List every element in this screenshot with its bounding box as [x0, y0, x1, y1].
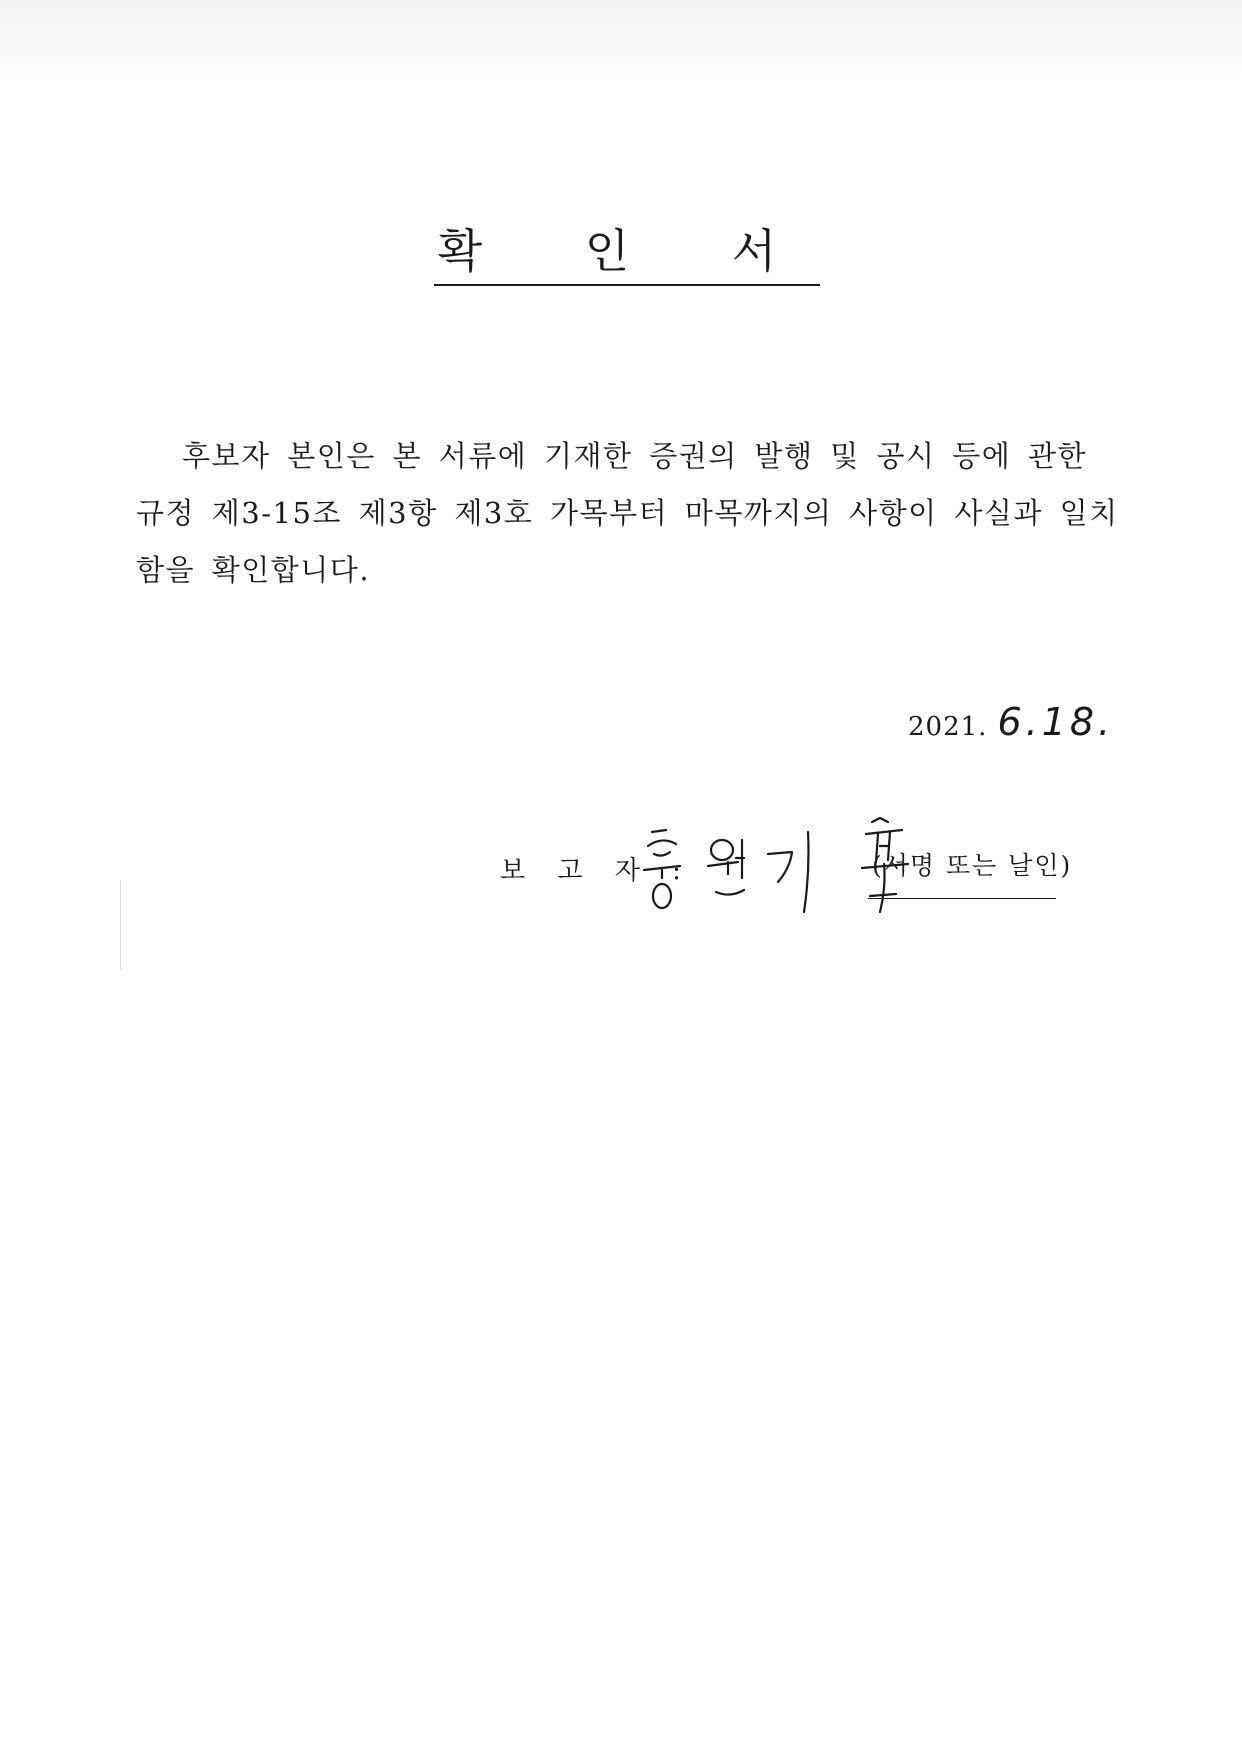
body-line-2: 규정 제3-15조 제3항 제3호 가목부터 마목까지의 사항이 사실과 일치: [136, 496, 1119, 530]
scan-noise-band: [0, 0, 1242, 80]
reporter-label: 보 고 자 :: [500, 856, 693, 886]
date-line: [908, 700, 1114, 744]
body-line-3: 함을 확인합니다.: [136, 553, 371, 587]
scan-edge-mark: [120, 880, 121, 970]
title-text: 확 인 서: [434, 224, 821, 286]
date-printed: 2021.: [908, 712, 988, 742]
signature-note: (서명 또는 날인): [872, 851, 1073, 880]
date-handwritten: 6.18.: [997, 700, 1115, 744]
body-line-1: 후보자 본인은 본 서류에 기재한 증권의 발행 및 공시 등에 관한: [182, 439, 1088, 473]
document-title: [0, 215, 1210, 281]
body-paragraph: [136, 428, 1119, 599]
signature-underline: [868, 898, 1056, 899]
